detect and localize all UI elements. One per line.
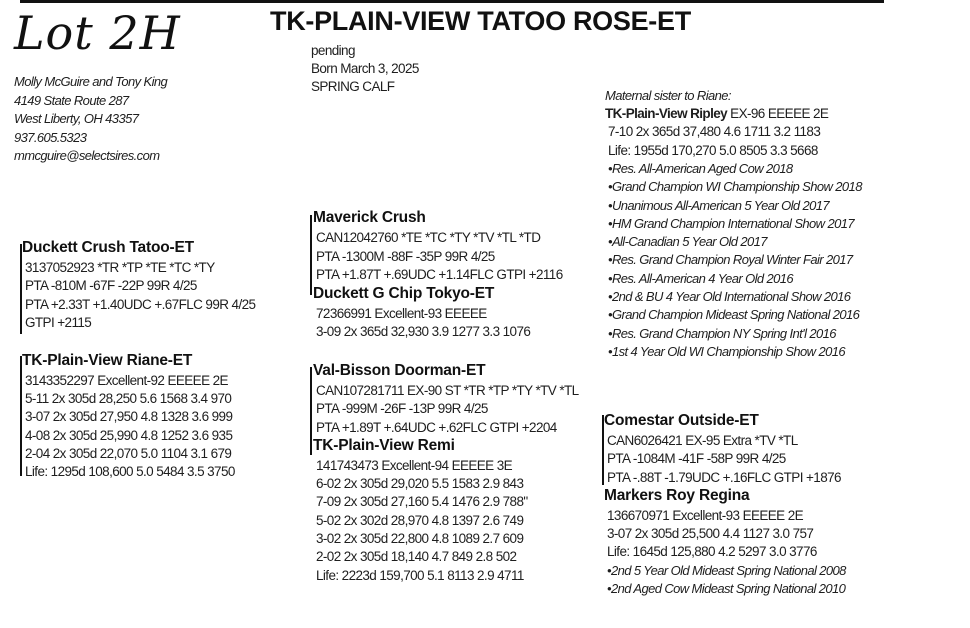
- dam-dam-record: 6-02 2x 305d 29,020 5.5 1583 2.9 843: [316, 476, 524, 491]
- dam-dam-sire-pta-type: PTA -.88T -1.79UDC +.16FLC GTPI +1876: [607, 470, 841, 485]
- dam-dam-record: 3-02 2x 305d 22,800 4.8 1089 2.7 609: [316, 531, 524, 546]
- registration-status: pending: [311, 43, 355, 58]
- dam-bracket: [20, 356, 22, 476]
- sire-gtpi: GTPI +2115: [25, 315, 92, 330]
- sire-sire-bracket: [310, 215, 312, 295]
- maternal-sister-name: TK-Plain-View Ripley: [605, 106, 728, 121]
- dam-dam-record: 5-02 2x 302d 28,970 4.8 1397 2.6 749: [316, 513, 524, 528]
- honor-item: •2nd & BU 4 Year Old International Show 2016: [608, 289, 851, 304]
- sire-dam-name: Duckett G Chip Tokyo-ET: [313, 285, 495, 302]
- sire-pta-production: PTA -810M -67F -22P 99R 4/25: [25, 278, 197, 293]
- dam-dam-sire-registration: CAN6026421 EX-95 Extra *TV *TL: [607, 433, 798, 448]
- sire-sire-pta-production: PTA -1300M -88F -35P 99R 4/25: [316, 249, 495, 264]
- maternal-sister-lifetime: Life: 1955d 170,270 5.0 8505 3.3 5668: [608, 143, 818, 158]
- sire-sire-name: Maverick Crush: [313, 209, 426, 226]
- sire-pta-type: PTA +2.33T +1.40UDC +.67FLC 99R 4/25: [25, 297, 256, 312]
- consignor-email: mmcguire@selectsires.com: [14, 148, 160, 163]
- dam-dam-record: 2-02 2x 305d 18,140 4.7 849 2.8 502: [316, 549, 517, 564]
- dam-sire-bracket: [310, 367, 312, 455]
- dam-dam-dam-registration: 136670971 Excellent-93 EEEEE 2E: [607, 508, 804, 523]
- sire-registration: 3137052923 *TR *TP *TE *TC *TY: [25, 260, 215, 275]
- honor-item: •All-Canadian 5 Year Old 2017: [608, 234, 767, 249]
- dam-sire-registration: CAN107281711 EX-90 ST *TR *TP *TY *TV *TL: [316, 383, 579, 398]
- dam-name: TK-Plain-View Riane-ET: [22, 352, 193, 369]
- dam-record: 3-07 2x 305d 27,950 4.8 1328 3.6 999: [25, 409, 233, 424]
- sire-sire-registration: CAN12042760 *TE *TC *TY *TV *TL *TD: [316, 230, 541, 245]
- top-rule: [20, 0, 884, 3]
- honor-item: •2nd Aged Cow Mideast Spring National 2010: [607, 581, 846, 596]
- honor-item: •1st 4 Year Old WI Championship Show 2016: [608, 344, 845, 359]
- sire-name: Duckett Crush Tatoo-ET: [22, 239, 194, 256]
- consignor-phone: 937.605.5323: [14, 130, 87, 145]
- sire-bracket: [20, 244, 22, 334]
- dam-dam-sire-name: Comestar Outside-ET: [604, 412, 759, 429]
- dam-dam-dam-record: 3-07 2x 305d 25,500 4.4 1127 3.0 757: [607, 526, 814, 541]
- dam-sire-pta-production: PTA -999M -26F -13P 99R 4/25: [316, 401, 488, 416]
- page-title: TK-PLAIN-VIEW TATOO ROSE-ET: [270, 6, 691, 36]
- lot-number: Lot 2H: [14, 6, 181, 60]
- honor-item: •HM Grand Champion International Show 2017: [608, 216, 855, 231]
- sire-dam-registration: 72366991 Excellent-93 EEEEE: [316, 306, 487, 321]
- dam-dam-dam-name: Markers Roy Regina: [604, 487, 750, 504]
- dam-sire-name: Val-Bisson Doorman-ET: [313, 362, 486, 379]
- maternal-sister-record: 7-10 2x 365d 37,480 4.6 1711 3.2 1183: [608, 124, 821, 139]
- dam-record: 4-08 2x 305d 25,990 4.8 1252 3.6 935: [25, 428, 233, 443]
- consignor-street: 4149 State Route 287: [14, 93, 129, 108]
- maternal-sister-title: [605, 105, 828, 122]
- honor-item: •Grand Champion Mideast Spring National 2016: [608, 307, 860, 322]
- maternal-sister-classification: EX-96 EEEEE 2E: [727, 106, 829, 121]
- consignor-city: West Liberty, OH 43357: [14, 111, 139, 126]
- dam-record: 5-11 2x 305d 28,250 5.6 1568 3.4 970: [25, 391, 232, 406]
- honor-item: •Res. All-American Aged Cow 2018: [608, 161, 793, 176]
- birth-date: Born March 3, 2025: [311, 61, 419, 76]
- dam-lifetime: Life: 1295d 108,600 5.0 5484 3.5 3750: [25, 464, 235, 479]
- maternal-sister-heading: Maternal sister to Riane:: [605, 88, 731, 103]
- sire-dam-record: 3-09 2x 365d 32,930 3.9 1277 3.3 1076: [316, 324, 531, 339]
- consignor-name: Molly McGuire and Tony King: [14, 74, 168, 89]
- dam-record: 2-04 2x 305d 22,070 5.0 1104 3.1 679: [25, 446, 232, 461]
- dam-dam-sire-pta-production: PTA -1084M -41F -58P 99R 4/25: [607, 451, 786, 466]
- dam-dam-lifetime: Life: 2223d 159,700 5.1 8113 2.9 4711: [316, 568, 524, 583]
- dam-sire-pta-type: PTA +1.89T +.64UDC +.62FLC GTPI +2204: [316, 420, 557, 435]
- dam-dam-record: 7-09 2x 305d 27,160 5.4 1476 2.9 788": [316, 494, 528, 509]
- honor-item: •Grand Champion WI Championship Show 2018: [608, 179, 862, 194]
- honor-item: •Res. Grand Champion NY Spring Int'l 2016: [608, 326, 836, 341]
- dam-dam-name: TK-Plain-View Remi: [313, 437, 455, 454]
- honor-item: •Unanimous All-American 5 Year Old 2017: [608, 198, 830, 213]
- honor-item: •Res. Grand Champion Royal Winter Fair 2017: [608, 252, 853, 267]
- honor-item: •2nd 5 Year Old Mideast Spring National 2008: [607, 563, 846, 578]
- honor-item: •Res. All-American 4 Year Old 2016: [608, 271, 794, 286]
- dam-dam-registration: 141743473 Excellent-94 EEEEE 3E: [316, 458, 513, 473]
- dam-registration: 3143352297 Excellent-92 EEEEE 2E: [25, 373, 228, 388]
- calf-class: SPRING CALF: [311, 79, 395, 94]
- sire-sire-pta-type: PTA +1.87T +.69UDC +1.14FLC GTPI +2116: [316, 267, 563, 282]
- dam-dam-dam-lifetime: Life: 1645d 125,880 4.2 5297 3.0 3776: [607, 544, 817, 559]
